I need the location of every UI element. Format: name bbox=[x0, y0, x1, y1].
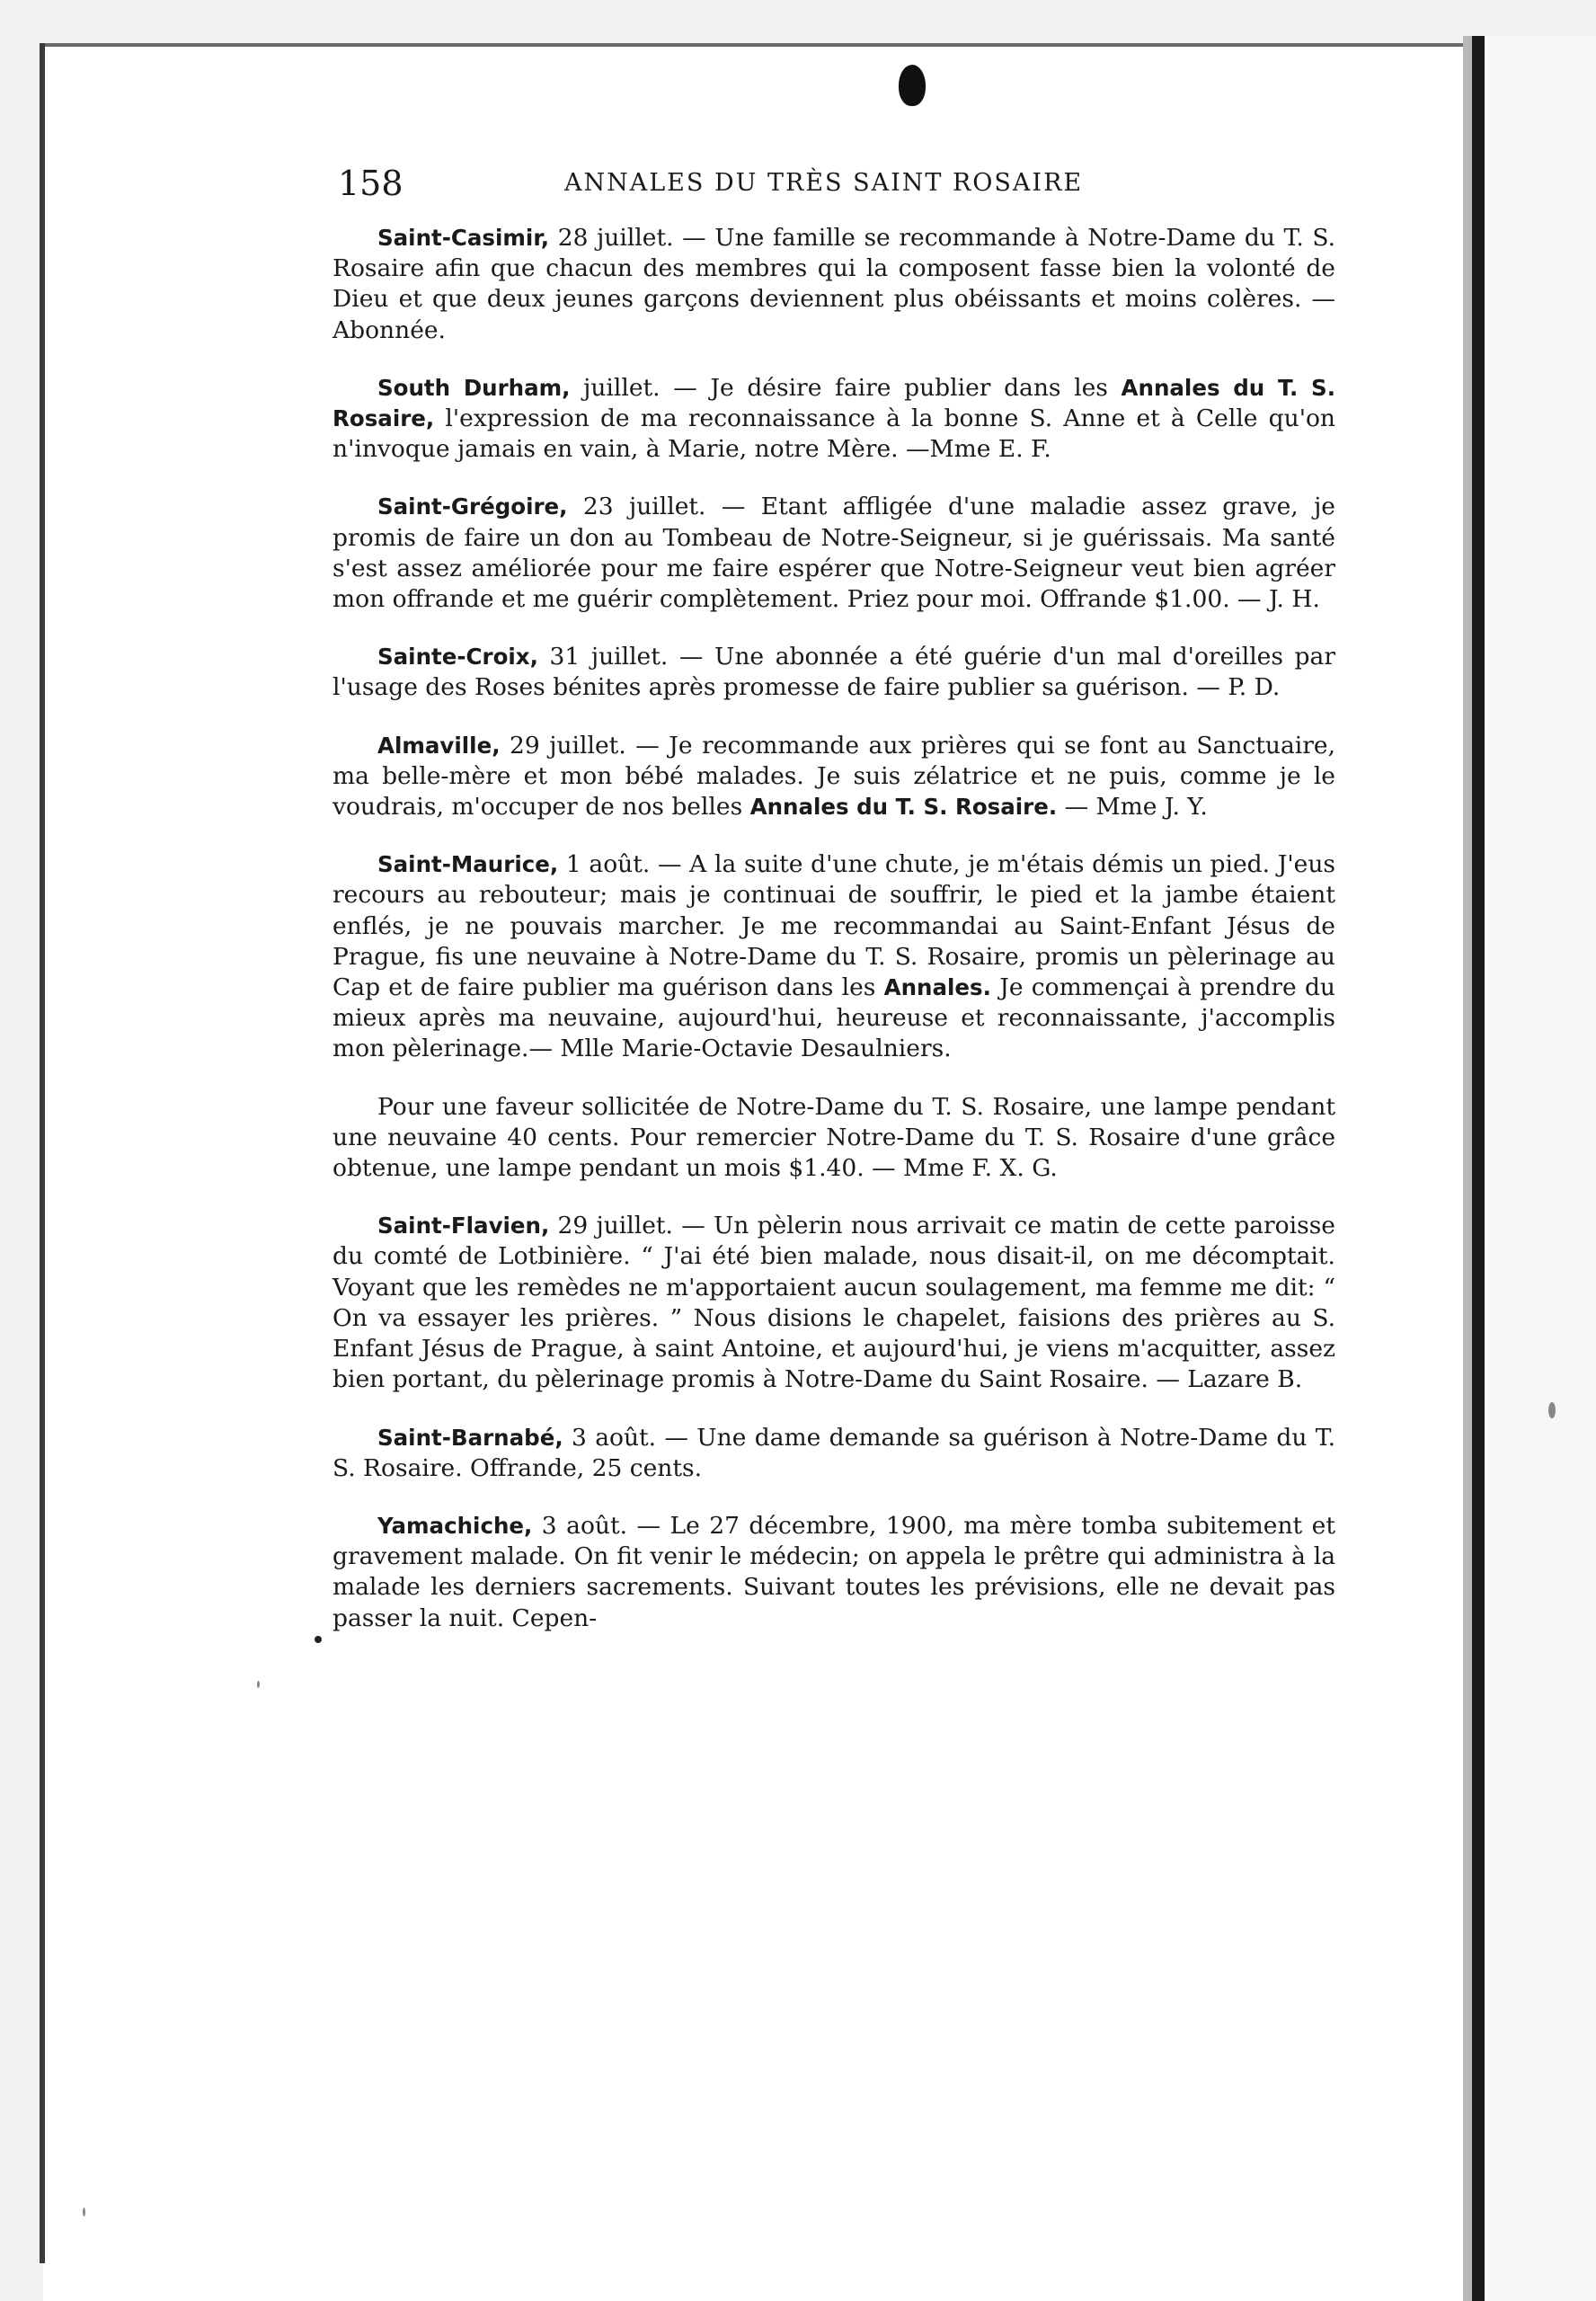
place-name: Almaville, bbox=[377, 732, 501, 759]
entry-text: 28 juillet. — Une famille se recommande à Notre-Dame du T. S. Rosaire afin que chacun des membres qui la composent fasse bien la volonté de Dieu et que deux jeunes garçons deviennent plus obéissants et moins colères. — Abonnée. bbox=[332, 224, 1335, 344]
entry-text: 29 juillet. — Un pèlerin nous arrivait ce matin de cette paroisse du comté de Lotbinière. “ J'ai été bien malade, nous disait-il, on me décomptait. Voyant que les remèdes ne m'apportaient aucun soulagement, ma femme me dit: “ On va essayer les prières. ” Nous disions le chapelet, faisions des prières au S. Enfant Jésus de Prague, à saint Antoine, et aujourd'hui, je viens m'acquitter, assez bien portant, du pèlerinage promis à Notre-Dame du Saint Rosaire. — Lazare B. bbox=[332, 1212, 1335, 1394]
facing-page-strip bbox=[1485, 36, 1596, 2301]
entry-text: Je commençai à prendre du mieux après ma neuvaine, aujourd'hui, heureuse et reconnaissante, j'accomplis mon pèlerinage.— Mlle Marie-Octavie Desaulniers. bbox=[332, 973, 1335, 1063]
scan-background-left bbox=[0, 0, 43, 2301]
binding-shadow bbox=[1472, 36, 1485, 2301]
place-name: Saint-Casimir, bbox=[377, 225, 550, 251]
scan-speck bbox=[1548, 1402, 1556, 1418]
entry-south-durham bbox=[332, 373, 1335, 466]
entry-saint-flavien bbox=[332, 1211, 1335, 1395]
entry-saint-casimir bbox=[332, 223, 1335, 346]
journal-name-reference: Annales du T. S. Rosaire, bbox=[332, 374, 1335, 432]
place-name: Saint-Barnabé, bbox=[377, 1424, 563, 1451]
scan-speck bbox=[257, 1681, 260, 1688]
scan-speck bbox=[83, 2208, 85, 2217]
entry-text: 31 juillet. — Une abonnée a été guérie d'un mal d'oreilles par l'usage des Roses bénites après promesse de faire publier sa guérison. — P. D. bbox=[332, 643, 1335, 702]
entry-saint-barnabe bbox=[332, 1423, 1335, 1484]
entry-text: juillet. — Je désire faire publier dans les bbox=[570, 373, 1122, 402]
journal-name-reference: Annales. bbox=[883, 974, 991, 1001]
entry-text: 3 août. — Le 27 décembre, 1900, ma mère tomba subitement et gravement malade. On fit venir le médecin; on appela le prêtre qui administra à la malade les derniers sacrements. Suivant toutes les prévisions, elle ne devait pas passer la nuit. Cepen- bbox=[332, 1511, 1335, 1632]
entry-text: — Mme J. Y. bbox=[1057, 793, 1208, 822]
ink-blot-mark bbox=[899, 65, 926, 106]
entry-sainte-croix bbox=[332, 642, 1335, 703]
entry-yamachiche bbox=[332, 1511, 1335, 1634]
place-name: Saint-Maurice, bbox=[377, 851, 559, 878]
place-name: South Durham, bbox=[377, 374, 571, 401]
entry-saint-maurice bbox=[332, 849, 1335, 1064]
entry-text: Pour une faveur sollicitée de Notre-Dame du T. S. Rosaire, une lampe pendant une neuvaine 40 cents. Pour remercier Notre-Dame du T. S. Rosaire d'une grâce obtenue, une lampe pendant un mois $1.40. — Mme F. X. G. bbox=[332, 1092, 1335, 1183]
place-name: Saint-Flavien, bbox=[377, 1213, 550, 1239]
entry-text: 1 août. — A la suite d'une chute, je m'étais démis un pied. J'eus recours au rebouteur; mais je continuai de souffrir, le pied et la jambe étaient enflés, je ne pouvais marcher. Je me recommandai au Saint-Enfant Jésus de Prague, fis une neuvaine à Notre-Dame du T. S. Rosaire, promis un pèlerinage au Cap et de faire publier ma guérison dans les bbox=[332, 850, 1335, 1002]
entry-text: l'expression de ma reconnaissance à la bonne S. Anne et à Celle qu'on n'invoque jamais en vain, à Marie, notre Mère. —Mme E. F. bbox=[332, 404, 1335, 464]
place-name: Saint-Grégoire, bbox=[377, 493, 568, 520]
journal-name-reference: Annales du T. S. Rosaire. bbox=[749, 794, 1058, 821]
entry-text: 29 juillet. — Je recommande aux prières qui se font au Sanctuaire, ma belle-mère et mon bébé malades. Je suis zélatrice et ne puis, comme je le voudrais, m'occuper de nos belles bbox=[332, 731, 1335, 822]
entry-text: 23 juillet. — Etant affligée d'une maladie assez grave, je promis de faire un don au Tombeau de Notre-Seigneur, si je guérissais. Ma santé s'est assez améliorée pour me faire espérer que Notre-Seigneur veut bien agréer mon offrande et me guérir complètement. Priez pour moi. Offrande $1.00. — J. H. bbox=[332, 493, 1335, 614]
entry-saint-gregoire bbox=[332, 492, 1335, 615]
page-number: 158 bbox=[338, 164, 403, 203]
article-body bbox=[332, 223, 1335, 1661]
entry-text: 3 août. — Une dame demande sa guérison à Notre-Dame du T. S. Rosaire. Offrande, 25 cents. bbox=[332, 1423, 1335, 1482]
entry-lamp-offering bbox=[332, 1092, 1335, 1185]
margin-dot-mark bbox=[315, 1636, 322, 1643]
place-name: Yamachiche, bbox=[377, 1512, 533, 1539]
running-header bbox=[338, 164, 1335, 209]
scan-background-top bbox=[0, 0, 1596, 47]
journal-title: ANNALES DU TRÈS SAINT ROSAIRE bbox=[564, 169, 1084, 197]
place-name: Sainte-Croix, bbox=[377, 644, 538, 671]
entry-almaville bbox=[332, 731, 1335, 823]
page-edge-right bbox=[1463, 36, 1472, 2301]
